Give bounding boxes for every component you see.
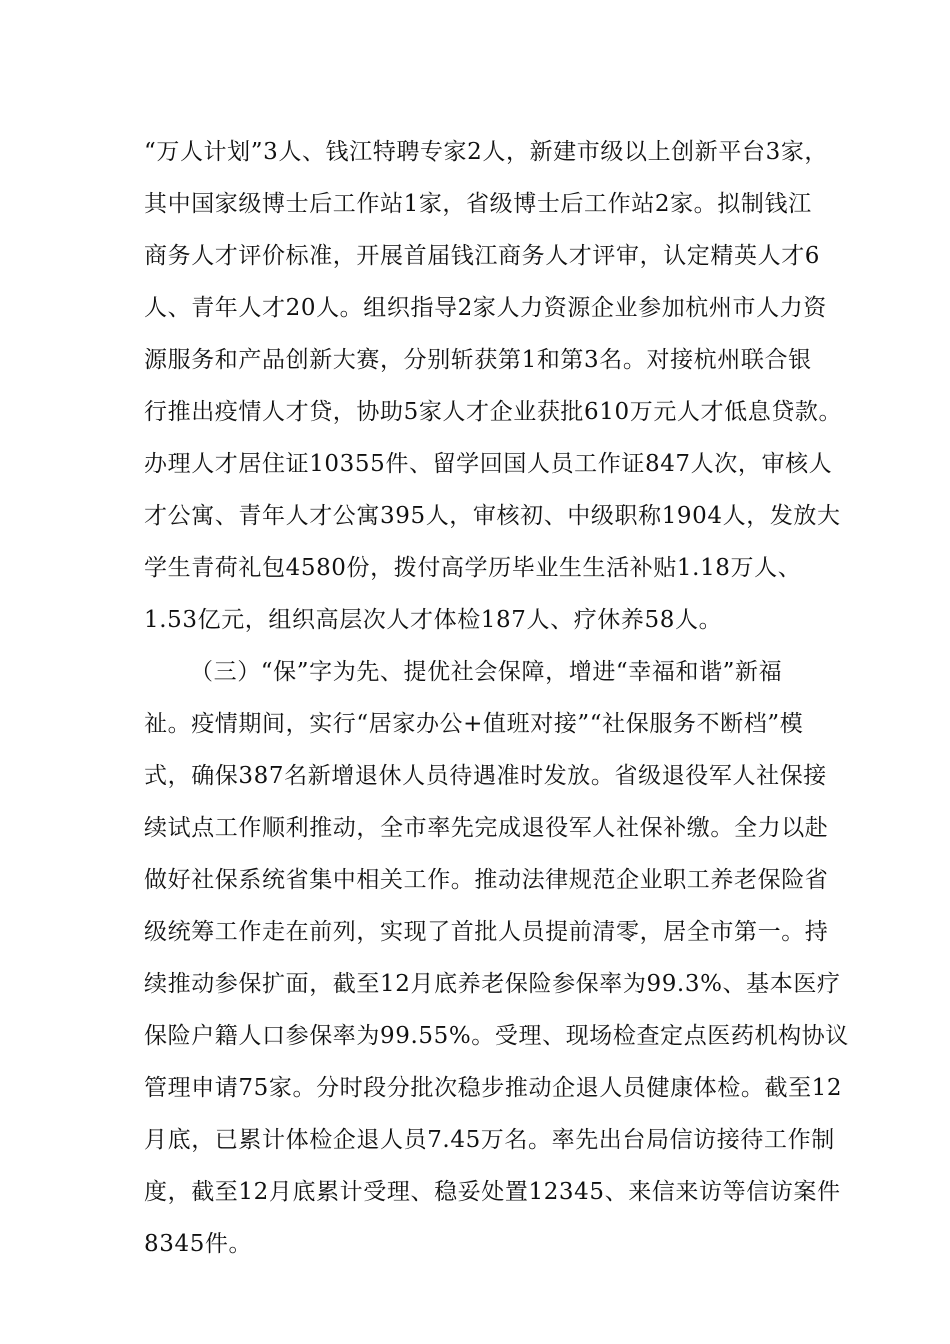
text-line: 行推出疫情人才贷，协助5家人才企业获批610万元人才低息贷款。 xyxy=(144,399,843,425)
text-line: 级统筹工作走在前列，实现了首批人员提前清零，居全市第一。持 xyxy=(144,919,829,945)
text-line: 其中国家级博士后工作站1家，省级博士后工作站2家。拟制钱江 xyxy=(144,191,812,217)
text-line: 做好社保系统省集中相关工作。推动法律规范企业职工养老保险省 xyxy=(144,867,829,893)
text-line: 月底，已累计体检企退人员7.45万名。率先出台局信访接待工作制 xyxy=(144,1127,835,1153)
text-line: 才公寓、青年人才公寓395人，审核初、中级职称1904人，发放大 xyxy=(144,503,841,529)
text-line: 学生青荷礼包4580份，拨付高学历毕业生生活补贴1.18万人、 xyxy=(144,555,802,581)
text-line: 8345件。 xyxy=(144,1231,253,1257)
section-heading-line: （三）“保”字为先、提优社会保障，增进“幸福和谐”新福 xyxy=(190,659,783,685)
text-line: 人、青年人才20人。组织指导2家人力资源企业参加杭州市人力资 xyxy=(144,295,827,321)
text-line: 度，截至12月底累计受理、稳妥处置12345、来信来访等信访案件 xyxy=(144,1179,841,1205)
text-line: 祉。疫情期间，实行“居家办公+值班对接”“社保服务不断档”模 xyxy=(144,711,804,737)
text-line: 管理申请75家。分时段分批次稳步推动企退人员健康体检。截至12 xyxy=(144,1075,843,1101)
text-line: 1.53亿元，组织高层次人才体检187人、疗休养58人。 xyxy=(144,607,723,633)
text-line: 续推动参保扩面，截至12月底养老保险参保率为99.3%、基本医疗 xyxy=(144,971,841,997)
text-line: 续试点工作顺利推动，全市率先完成退役军人社保补缴。全力以赴 xyxy=(144,815,829,841)
text-line: 保险户籍人口参保率为99.55%。受理、现场检查定点医药机构协议 xyxy=(144,1023,849,1049)
text-line: 办理人才居住证10355件、留学回国人员工作证847人次，审核人 xyxy=(144,451,833,477)
text-line: 商务人才评价标准，开展首届钱江商务人才评审，认定精英人才6 xyxy=(144,243,821,269)
text-line: 源服务和产品创新大赛，分别斩获第1和第3名。对接杭州联合银 xyxy=(144,347,812,373)
text-line: “万人计划”3人、钱江特聘专家2人，新建市级以上创新平台3家， xyxy=(144,139,829,165)
text-line: 式，确保387名新增退休人员待遇准时发放。省级退役军人社保接 xyxy=(144,763,827,789)
